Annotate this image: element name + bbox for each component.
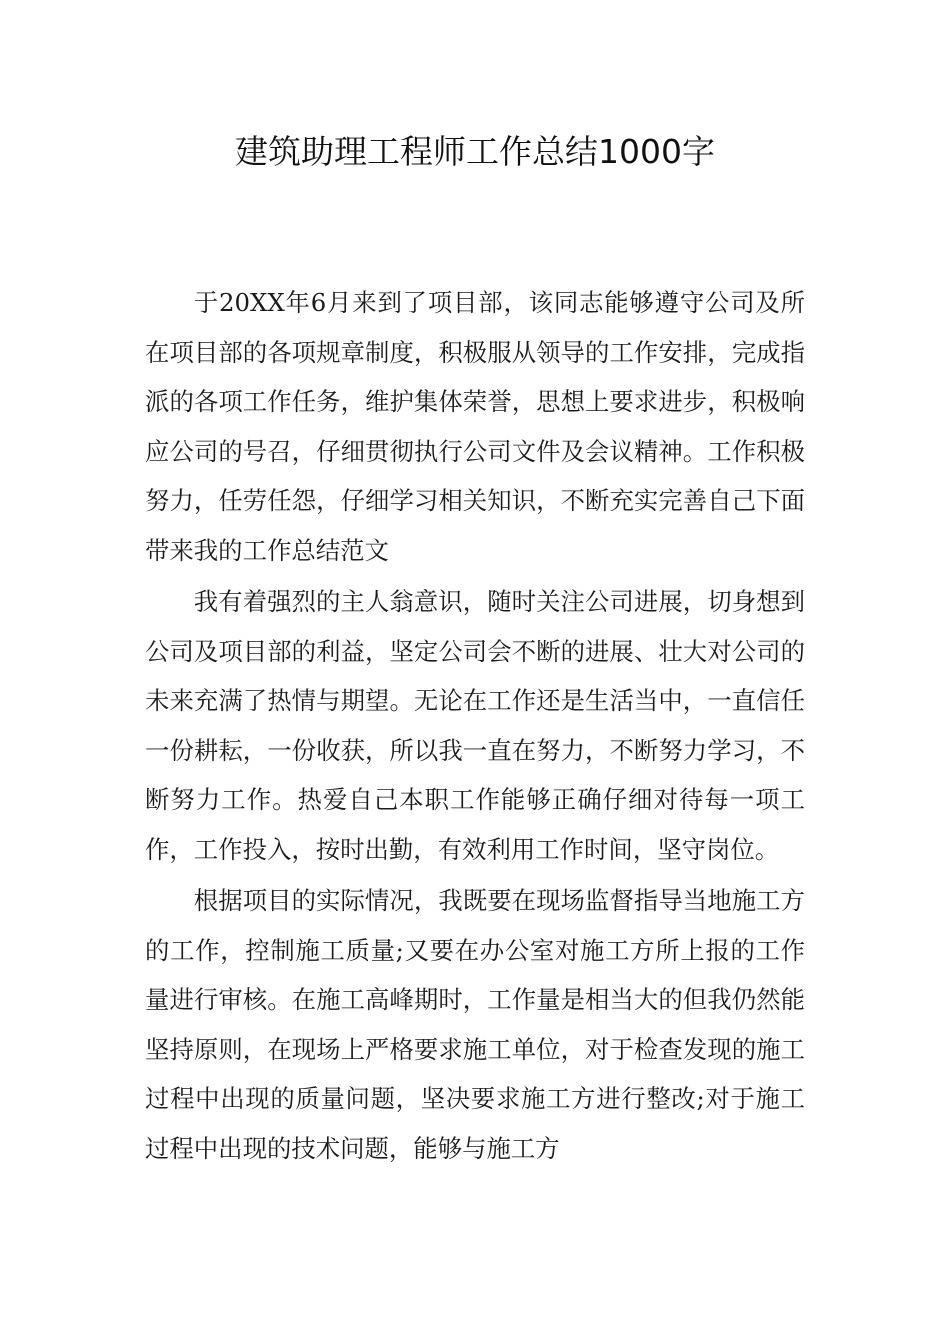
paragraph-2: 我有着强烈的主人翁意识，随时关注公司进展，切身想到公司及项目部的利益，坚定公司会不断的进展、壮大对公司的未来充满了热情与期望。无论在工作还是生活当中，一直信任一份耕耘，一份收获，所以我一直在努力，不断努力学习，不断努力工作。热爱自己本职工作能够正确仔细对待每一项工作，工作投入，按时出勤，有效利用工作时间，坚守岗位。 bbox=[145, 587, 805, 864]
paragraph-1: 于20XX年6月来到了项目部，该同志能够遵守公司及所在项目部的各项规章制度，积极服从领导的工作安排，完成指派的各项工作任务，维护集体荣誉，思想上要求进步，积极响应公司的号召，仔细贯彻执行公司文件及会议精神。工作积极努力，任劳任怨，仔细学习相关知识，不断充实完善自己下面带来我的工作总结范文 bbox=[145, 288, 805, 565]
document-title: 建筑助理工程师工作总结1000字 bbox=[235, 132, 715, 171]
document-body bbox=[145, 278, 805, 1175]
paragraph-3: 根据项目的实际情况，我既要在现场监督指导当地施工方的工作，控制施工质量;又要在办公室对施工方所上报的工作量进行审核。在施工高峰期时，工作量是相当大的但我仍然能坚持原则，在现场上严格要求施工单位，对于检查发现的施工过程中出现的质量问题，坚决要求施工方进行整改;对于施工过程中出现的技术问题，能够与施工方 bbox=[145, 886, 805, 1163]
